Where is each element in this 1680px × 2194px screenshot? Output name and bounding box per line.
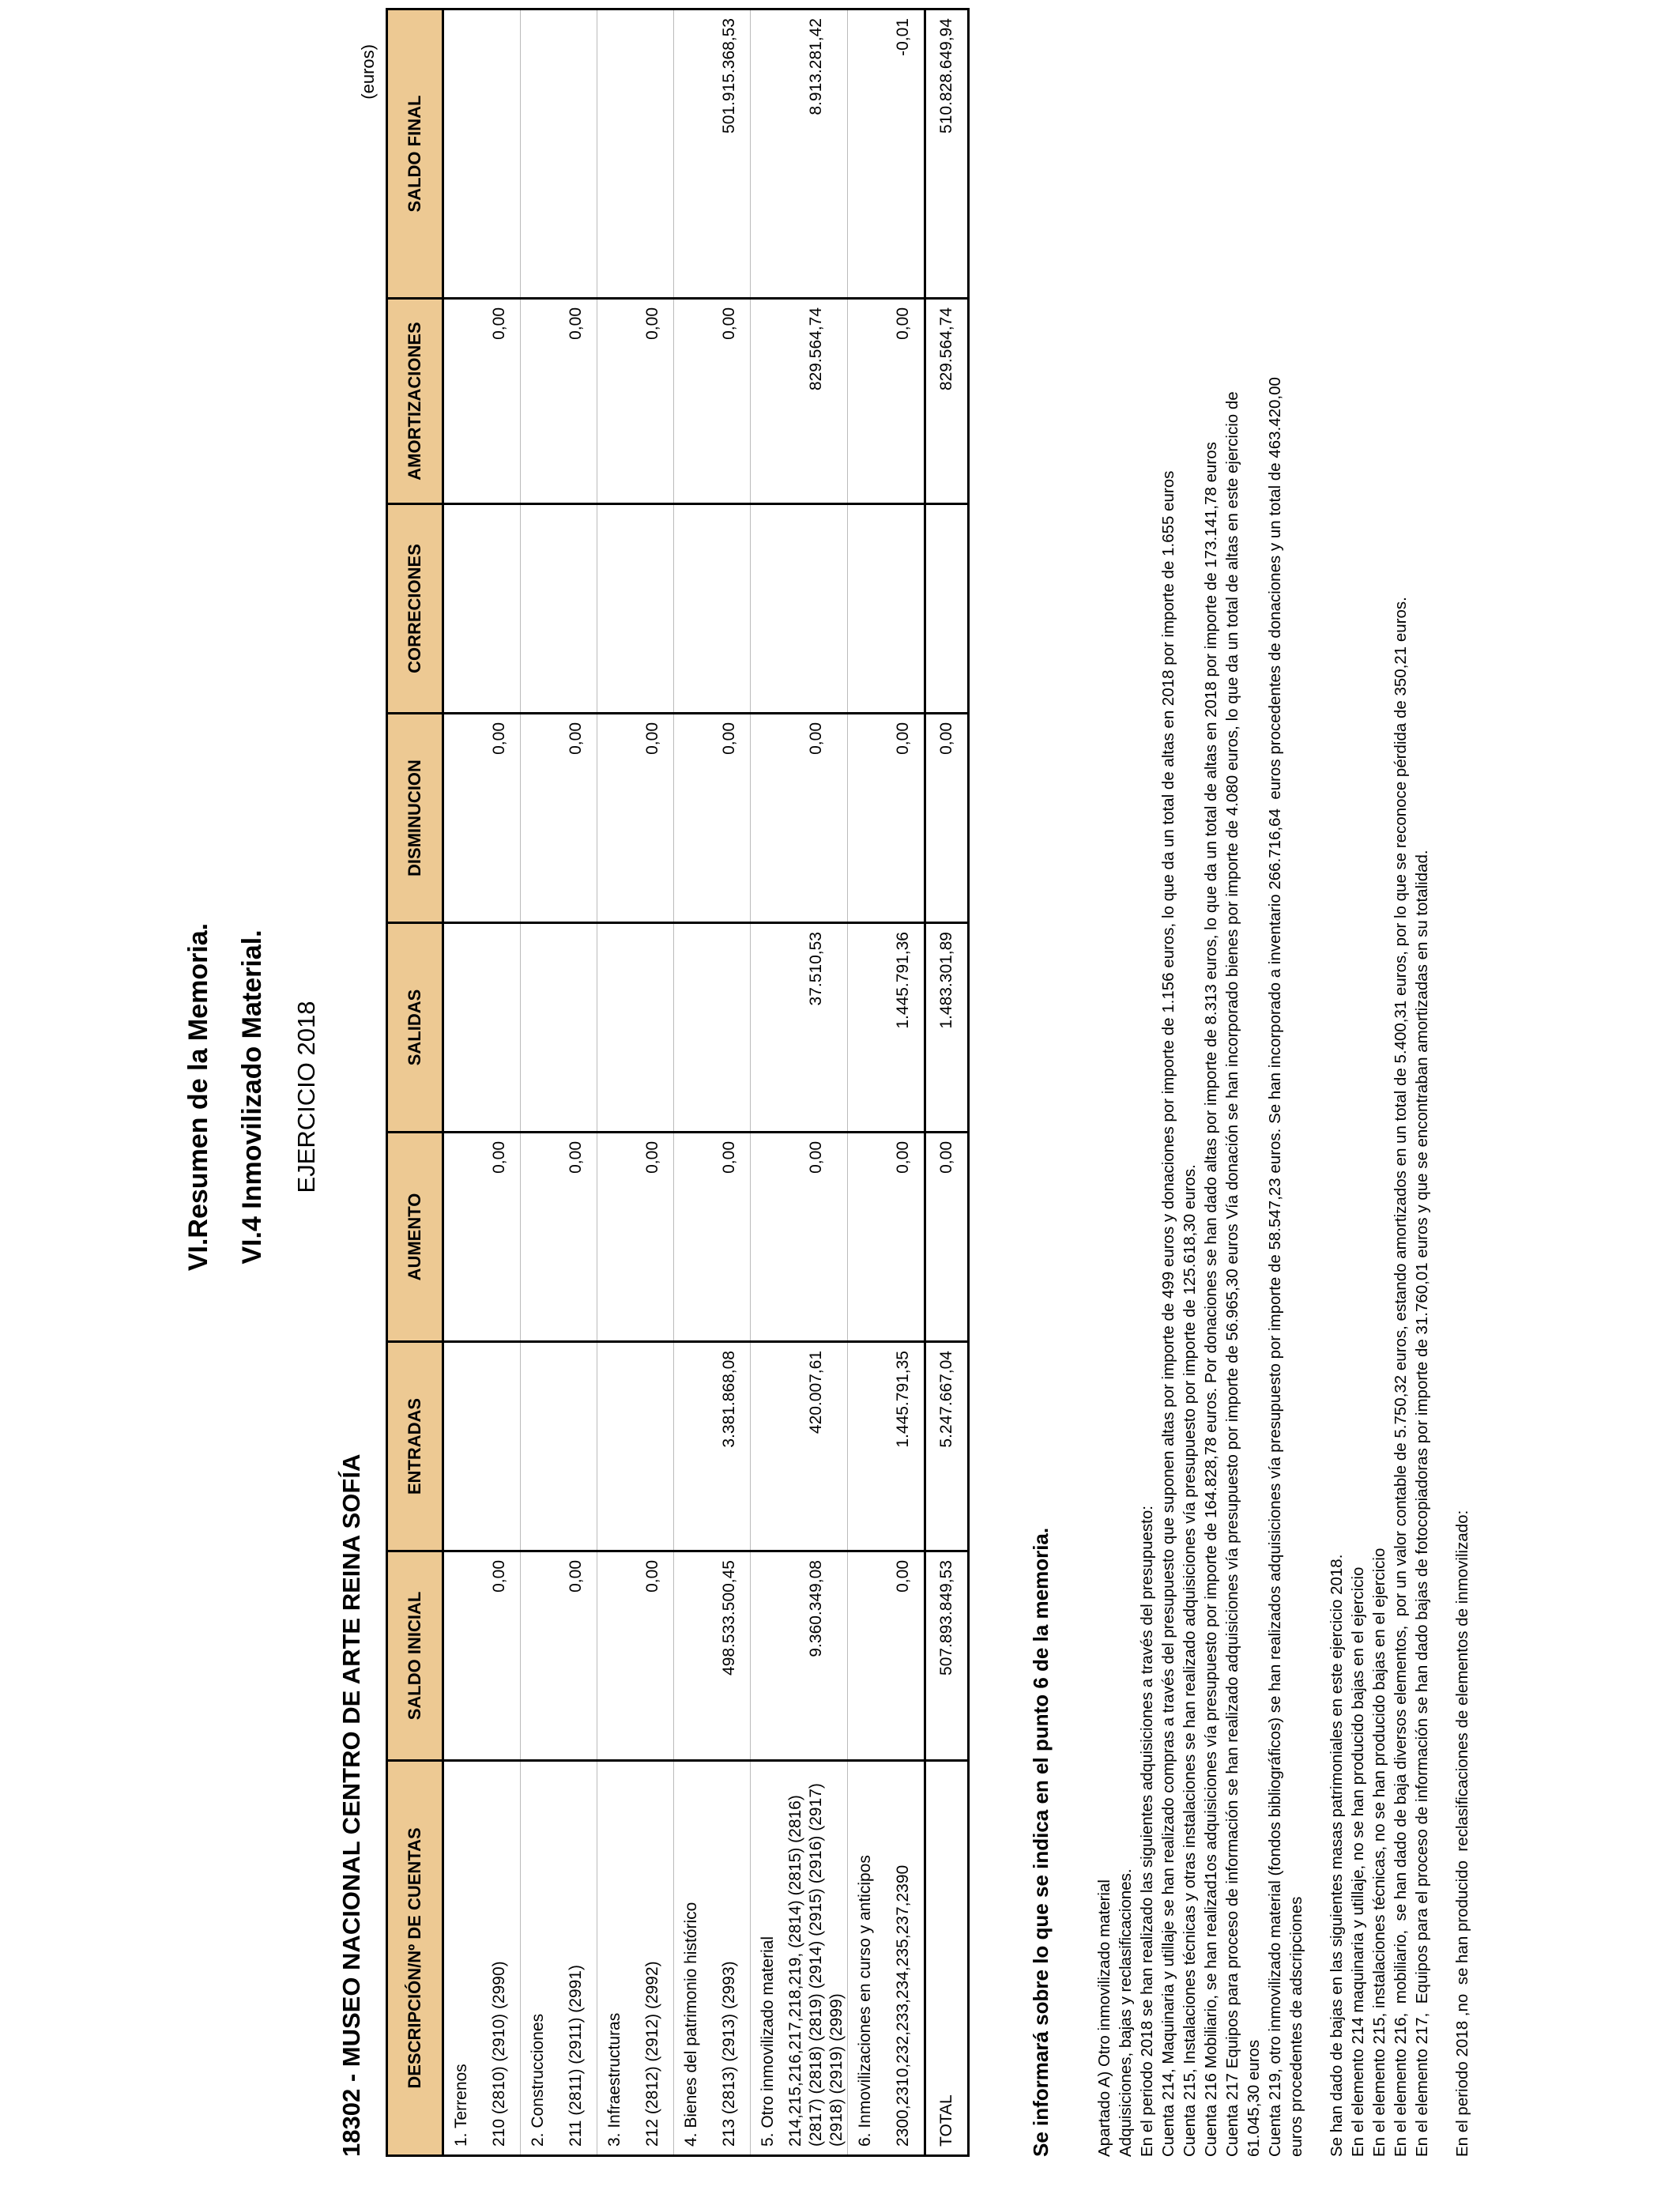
note-line: En el periodo 2018 se han realizado las siguientes adquisiciones a través del presupuesto: [1138, 1506, 1156, 2157]
note-line: 61.045,30 euros [1245, 2039, 1263, 2157]
note-line: En el elemento 215, instalaciones técnicas, no se han producido bajas en el ejercicio [1370, 1547, 1388, 2157]
column-header: ENTRADAS [387, 1342, 443, 1551]
row-value: 5.247.667,04 [925, 1342, 969, 1551]
row-value [751, 714, 786, 923]
note-line: euros procedentes de adscripciones [1287, 1896, 1305, 2157]
row-value [521, 1551, 556, 1761]
row-value [479, 923, 521, 1133]
note-line: En el elemento 216, mobiliario, se han dado de baja diversos elementos, por un valor contable de 5.750,32 euros, estando amortizados en un total de 5.400,31 euros, por lo que se reconoce pérdida de 350,21 euros. [1392, 597, 1410, 2157]
row-value [443, 299, 480, 504]
row-description: 4. Bienes del patrimonio histórico [674, 1761, 710, 2156]
column-header: SALIDAS [387, 923, 443, 1133]
row-value [597, 1551, 633, 1761]
row-value [479, 1342, 521, 1551]
row-value [632, 923, 674, 1133]
column-header: SALDO INICIAL [387, 1551, 443, 1761]
row-value [848, 504, 883, 714]
currency-unit: (euros) [358, 44, 378, 100]
row-value [443, 714, 480, 923]
row-description: 211 (2811) (2911) (2991) [556, 1761, 597, 2156]
row-value: 829.564,74 [785, 299, 848, 504]
row-value: 0,00 [556, 1551, 597, 1761]
row-value [709, 504, 751, 714]
row-description: 2300,2310,232,233,234,235,237,2390 [883, 1761, 925, 2156]
row-value [597, 504, 633, 714]
row-value: 0,00 [632, 299, 674, 504]
row-value: 0,00 [883, 299, 925, 504]
note-line: Adquisiciones, bajas y reclasificaciones. [1117, 1868, 1135, 2157]
notes-reclassifications [1452, 23, 1473, 2157]
row-value [521, 923, 556, 1133]
note-line: Cuenta 214, Maquinaria y utillaje se han realizado compras a través del presupuesto que suponen altas por importe de 499 euros y donaciones por importe de 1.156 euros, lo que da un total de altas en 2018 por importe de 1.655 euros [1159, 470, 1177, 2157]
row-value [848, 1551, 883, 1761]
row-value: 3.381.868,08 [709, 1342, 751, 1551]
row-description: 1. Terrenos [443, 1761, 480, 2156]
note-line: Cuenta 219, otro inmovilizado material (fondos bibliográficos) se han realizados adquisiciones vía presupuesto por importe de 58.547,23 euros. Se han incorporado a inventario 266.716,64 euros procedentes de donaciones y un total de 463.420,00 [1266, 377, 1284, 2157]
row-value: 37.510,53 [785, 923, 848, 1133]
memoria-title: VI.Resumen de la Memoria. [183, 922, 213, 1272]
row-value [521, 299, 556, 504]
row-value [443, 1342, 480, 1551]
column-header: DESCRIPCIÓN/Nº DE CUENTAS [387, 1761, 443, 2156]
notes-disposals [1326, 23, 1433, 2157]
row-value [443, 923, 480, 1133]
row-value: 0,00 [479, 714, 521, 923]
row-value: 0,00 [785, 1133, 848, 1342]
row-description: 6. Inmovilizaciones en curso y anticipos [848, 1761, 883, 2156]
row-value: 0,00 [556, 1133, 597, 1342]
row-value: 0,00 [632, 1133, 674, 1342]
row-value [674, 714, 710, 923]
row-value [597, 1133, 633, 1342]
row-value: 0,00 [479, 299, 521, 504]
row-value [556, 9, 597, 299]
row-value [443, 9, 480, 299]
row-value: 1.445.791,36 [883, 923, 925, 1133]
row-value [674, 504, 710, 714]
table-header-row [387, 9, 443, 2156]
row-value [479, 9, 521, 299]
note-line: Cuenta 217 Equipos para proceso de información se han realizado adquisiciones vía presupuesto por importe de 56.965,30 euros Vía donación se han incorporado bienes por importe de 4.080 euros, lo que da un total de altas en este ejercicio de [1223, 391, 1241, 2157]
row-value [751, 1342, 786, 1551]
column-header: DISMINUCION [387, 714, 443, 923]
note-line: Apartado A) Otro inmovilizado material [1095, 1879, 1113, 2157]
exercise-year: EJERCICIO 2018 [292, 1001, 320, 1193]
row-description: 214,215,216,217,218,219, (2814) (2815) (2816) (2817) (2818) (2819) (2914) (2915) (2916) (2917) (2918) (2919) (2999) [785, 1761, 848, 2156]
table-row [521, 9, 556, 2156]
row-value: 0,00 [479, 1133, 521, 1342]
row-value [674, 9, 710, 299]
row-value [848, 714, 883, 923]
row-value: 0,00 [632, 714, 674, 923]
fixed-assets-table [386, 8, 970, 2157]
section-title: VI.4 Inmovilizado Material. [237, 929, 267, 1265]
row-value: 0,00 [883, 1133, 925, 1342]
table-row [883, 9, 925, 2156]
row-value: 0,00 [709, 299, 751, 504]
table-row [597, 9, 633, 2156]
organization-name: 18302 - MUSEO NACIONAL CENTRO DE ARTE REINA SOFÍA [337, 1453, 365, 2157]
note-line: Cuenta 216 Mobiliario, se han realizad1os adquisiciones vía presupuesto por importe de 164.828,78 euros. Por donaciones se han dado altas por importe de 8.313 euros, lo que da un total de altas en 2018 por importe de 173.141,78 euros [1202, 442, 1220, 2157]
table-row [848, 9, 883, 2156]
note-line: En el elemento 214 maquinaria y utillaje, no se han producido bajas en el ejercicio [1349, 1566, 1367, 2157]
memoria-note: Se informará sobre lo que se indica en el punto 6 de la memoria. [1029, 1527, 1053, 2157]
table-row [751, 9, 786, 2156]
column-header: AMORTIZACIONES [387, 299, 443, 504]
row-value [632, 504, 674, 714]
row-value [674, 1342, 710, 1551]
row-value [751, 923, 786, 1133]
row-value [751, 504, 786, 714]
row-value [751, 1551, 786, 1761]
row-value: 0,00 [925, 714, 969, 923]
row-description: 2. Construcciones [521, 1761, 556, 2156]
row-value: 1.445.791,35 [883, 1342, 925, 1551]
row-value [674, 923, 710, 1133]
table-row [925, 9, 969, 2156]
note-line: Se han dado de bajas en las siguientes masas patrimoniales en este ejercicio 2018. [1328, 1554, 1346, 2157]
row-value [556, 504, 597, 714]
row-value: 501.915.368,53 [709, 9, 751, 299]
row-value [674, 299, 710, 504]
row-value: 0,00 [925, 1133, 969, 1342]
row-value [751, 1133, 786, 1342]
row-value [521, 714, 556, 923]
row-description: 212 (2812) (2912) (2992) [632, 1761, 674, 2156]
row-value: -0,01 [883, 9, 925, 299]
row-value [848, 923, 883, 1133]
row-value [597, 9, 633, 299]
table-row [674, 9, 710, 2156]
row-value [597, 299, 633, 504]
table-row [709, 9, 751, 2156]
row-value [443, 504, 480, 714]
row-description: 210 (2810) (2910) (2990) [479, 1761, 521, 2156]
table-row [443, 9, 480, 2156]
row-value [597, 923, 633, 1133]
row-value [443, 1551, 480, 1761]
row-value [751, 299, 786, 504]
row-value [443, 1133, 480, 1342]
table-row [632, 9, 674, 2156]
row-value [709, 923, 751, 1133]
row-value [883, 504, 925, 714]
row-value: 0,00 [709, 1133, 751, 1342]
row-value [751, 9, 786, 299]
table-row [479, 9, 521, 2156]
row-value: 829.564,74 [925, 299, 969, 504]
row-value: 498.533.500,45 [709, 1551, 751, 1761]
note-line: Cuenta 215, Instalaciones técnicas y otras instalaciones se han realizado adquisiciones vía presupuesto por importe de 125.618,30 euros. [1181, 1164, 1199, 2157]
row-value [632, 9, 674, 299]
row-value: 0,00 [785, 714, 848, 923]
notes-acquisitions [1094, 23, 1307, 2157]
row-value: 0,00 [556, 714, 597, 923]
row-value [521, 1133, 556, 1342]
row-value [674, 1133, 710, 1342]
row-value [848, 9, 883, 299]
row-value: 0,00 [883, 714, 925, 923]
row-value [521, 1342, 556, 1551]
column-header: AUMENTO [387, 1133, 443, 1342]
row-value: 0,00 [632, 1551, 674, 1761]
row-value: 8.913.281,42 [785, 9, 848, 299]
row-value: 507.893.849,53 [925, 1551, 969, 1761]
table-row [556, 9, 597, 2156]
row-description: 213 (2813) (2913) (2993) [709, 1761, 751, 2156]
notes-section [1094, 23, 1473, 2157]
row-value: 0,00 [479, 1551, 521, 1761]
row-value: 0,00 [709, 714, 751, 923]
row-value [597, 1342, 633, 1551]
table-row [785, 9, 848, 2156]
row-value [521, 9, 556, 299]
row-value [848, 1342, 883, 1551]
row-value [479, 504, 521, 714]
row-value [925, 504, 969, 714]
row-value [785, 504, 848, 714]
row-value [848, 299, 883, 504]
row-description: TOTAL [925, 1761, 969, 2156]
row-value [632, 1342, 674, 1551]
row-value: 0,00 [556, 299, 597, 504]
column-header: CORRECIONES [387, 504, 443, 714]
row-value: 9.360.349,08 [785, 1551, 848, 1761]
row-value: 420.007,61 [785, 1342, 848, 1551]
row-value [556, 923, 597, 1133]
row-value: 0,00 [883, 1551, 925, 1761]
column-header: SALDO FINAL [387, 9, 443, 299]
note-line: En el periodo 2018 ,no se han producido reclasificaciones de elementos de inmovilizado: [1453, 1510, 1471, 2157]
row-value [674, 1551, 710, 1761]
row-value [597, 714, 633, 923]
row-value [521, 504, 556, 714]
row-value [848, 1133, 883, 1342]
note-line: En el elemento 217, Equipos para el proceso de información se han dado bajas de fotocopiadoras por importe de 31.760,01 euros y que se encontraban amortizadas en su totalidad. [1413, 850, 1431, 2157]
row-value: 510.828.649,94 [925, 9, 969, 299]
row-description: 5. Otro inmovilizado material [751, 1761, 786, 2156]
row-value: 1.483.301,89 [925, 923, 969, 1133]
row-description: 3. Infraestructuras [597, 1761, 633, 2156]
row-value [556, 1342, 597, 1551]
